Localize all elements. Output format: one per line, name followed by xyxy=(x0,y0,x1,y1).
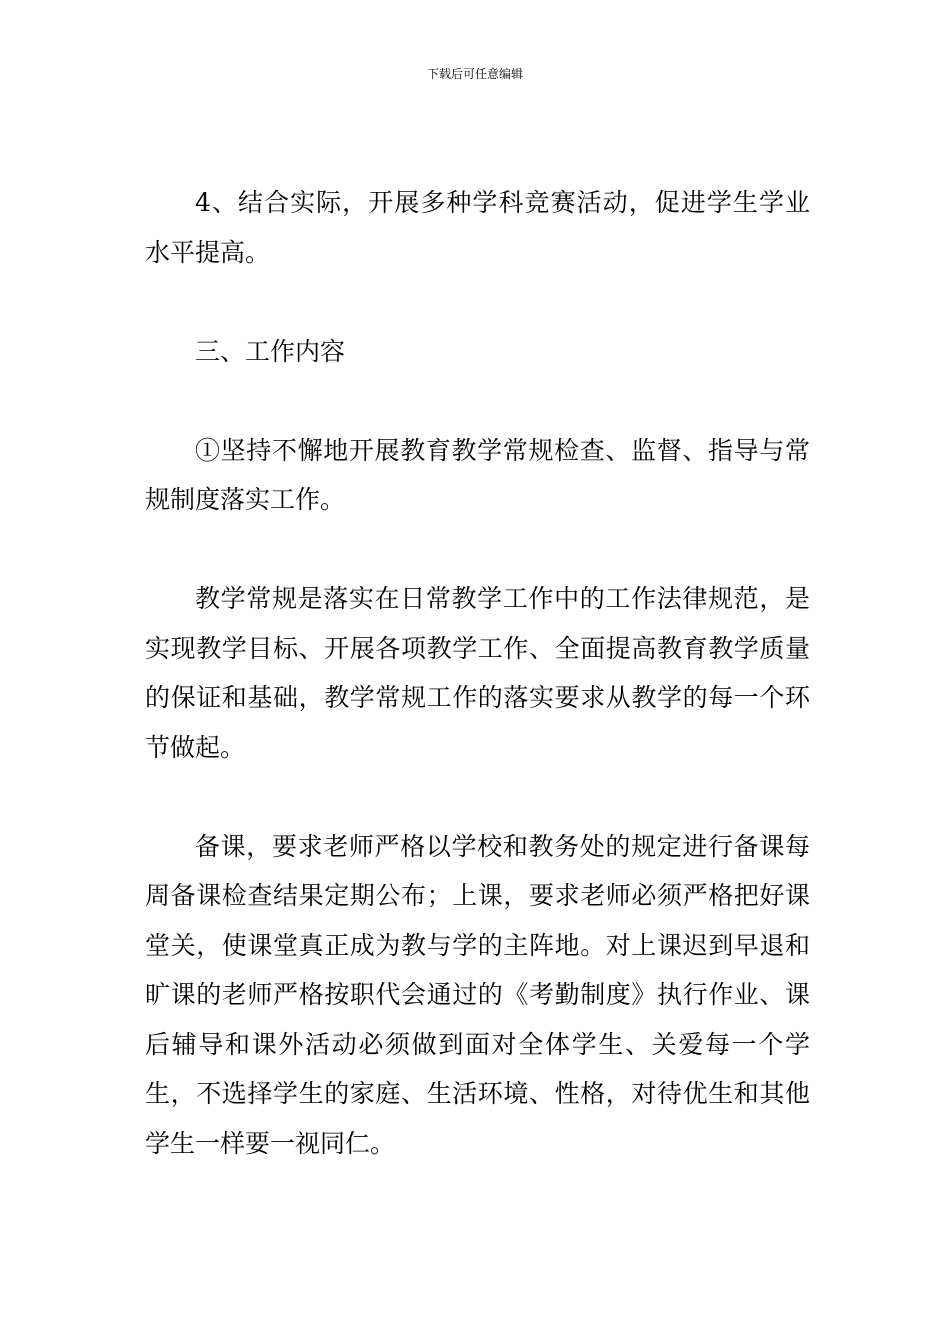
paragraph-item-1: ①坚持不懈地开展教育教学常规检查、监督、指导与常规制度落实工作。 xyxy=(145,435,810,514)
paragraph-gap xyxy=(145,277,810,327)
document-body xyxy=(145,178,810,1168)
paragraph-item-4: 4、结合实际，开展多种学科竞赛活动，促进学生学业水平提高。 xyxy=(145,188,810,267)
paragraph-lesson-prep: 备课，要求老师严格以学校和教务处的规定进行备课每周备课检查结果定期公布；上课，要求老师必须严格把好课堂关，使课堂真正成为教与学的主阵地。对上课迟到早退和旷课的老师严格按职代会通过的《考勤制度》执行作业、课后辅导和课外活动必须做到面对全体学生、关爱每一个学生，不选择学生的家庭、生活环境、性格，对待优生和其他学生一样要一视同仁。 xyxy=(145,831,810,1158)
paragraph-gap xyxy=(145,525,810,575)
page-header: 下载后可任意编辑 xyxy=(426,67,523,81)
paragraph-gap xyxy=(145,772,810,822)
paragraph-gap xyxy=(145,376,810,426)
section-heading: 三、工作内容 xyxy=(195,336,346,366)
paragraph-teaching-routine: 教学常规是落实在日常教学工作中的工作法律规范，是实现教学目标、开展各项教学工作、全面提高教育教学质量的保证和基础，教学常规工作的落实要求从教学的每一个环节做起。 xyxy=(145,584,810,762)
